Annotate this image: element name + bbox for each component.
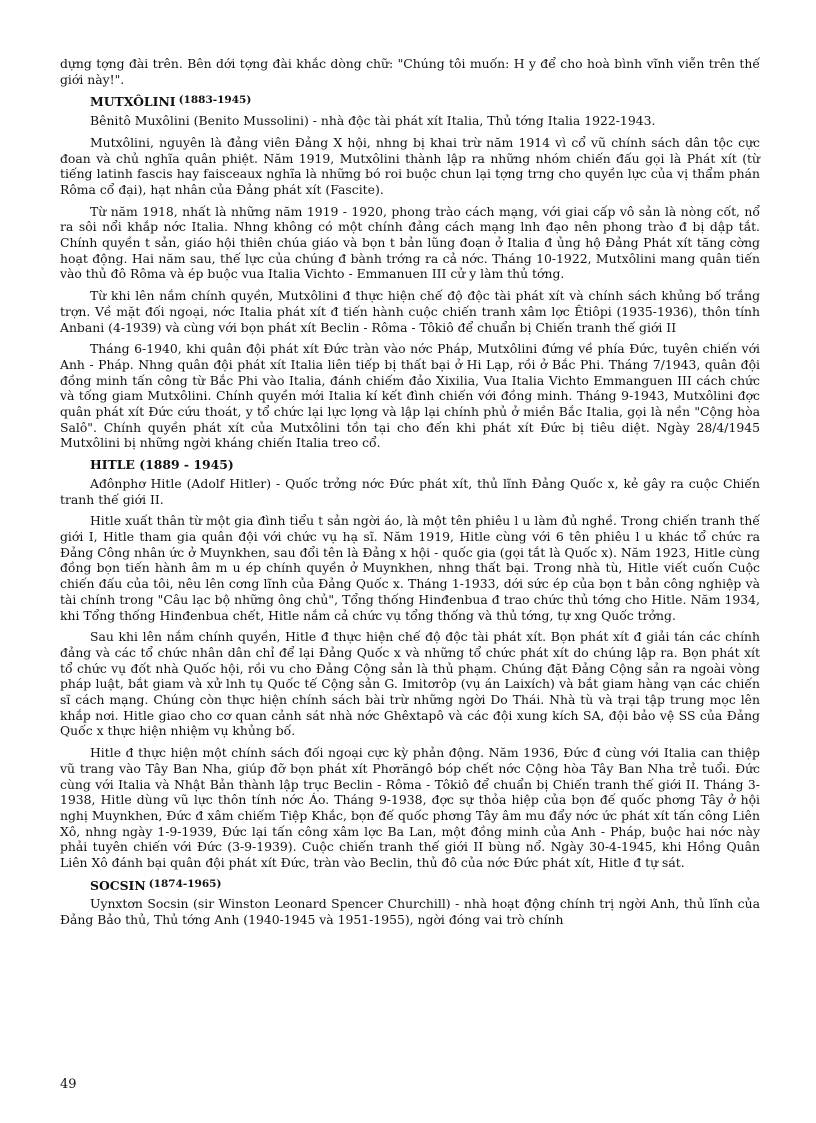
paragraph: Hitle xuất thân từ một gia đình tiểu t sản ngời áo, là một tên phiêu l u làm đủ nghề. Trong chiến tranh thế giới I, Hitle tham gia quân đội với chức vụ hạ sĩ. Năm 1919, Hitle cùng với 6 tên phiêu l u khác tổ chức ra Đảng Công nhân ức ở Muynkhen, sau đổi tên là Đảng x hội - quốc gia (gọi tắt là Quốc x). Năm 1923, Hitle cùng đồng bọn tiến hành âm m u ép chính quyền ở Muynkhen, nhng thất bại. Trong nhà tù, Hitle viết cuốn Cuộc chiến đấu của tôi, nêu lên cơng lĩnh của Đảng Quốc x. Tháng 1-1933, dới sức ép của bọn t bản công nghiệp và tài chính trong "Câu lạc bộ những ông chủ", Tổng thống Hinđenbua đ trao chức thủ tớng cho Hitle. Năm 1934, khi Tổng thống Hinđenbua chết, Hitle nắm cả chức vụ tổng thống và thủ tớng, tự xng Quốc trởng. <box>60 513 760 623</box>
paragraph: Hitle đ thực hiện một chính sách đối ngoại cực kỳ phản động. Năm 1936, Đức đ cùng với Italia can thiệp vũ trang vào Tây Ban Nha, giúp đỡ bọn phát xít Phơrăngô bóp chết nớc Cộng hòa Tây Ban Nha trẻ tuổi. Đức cùng với Italia và Nhật Bản thành lập trục Beclin - Rôma - Tôkiô để chuẩn bị Chiến tranh thế giới II. Tháng 3-1938, Hitle dùng vũ lực thôn tính nớc Áo. Tháng 9-1938, đợc sự thỏa hiệp của bọn đế quốc phơng Tây ở hội nghị Muynkhen, Đức đ xâm chiếm Tiệp Khắc, bọn đế quốc phơng Tây âm mu đẩy nớc ức phát xít tấn công Liên Xô, nhng ngày 1-9-1939, Đức lại tấn công xâm lợc Ba Lan, một đồng minh của Anh - Pháp, buộc hai nớc này phải tuyên chiến với Đức (3-9-1939). Cuộc chiến tranh thế giới II bùng nổ. Ngày 30-4-1945, khi Hồng Quân Liên Xô đánh bại quân đội phát xít Đức, tràn vào Beclin, thủ đô của nớc Đức phát xít, Hitle đ tự sát. <box>60 745 760 871</box>
intro-paragraph: dựng tợng đài trên. Bên dới tợng đài khắc dòng chữ: "Chúng tôi muốn: H y để cho hoà bình vĩnh viễn trên thế giới này!". <box>60 56 760 87</box>
section-heading-mussolini <box>90 93 760 110</box>
paragraph: Từ năm 1918, nhất là những năm 1919 - 1920, phong trào cách mạng, với giai cấp vô sản là nòng cốt, nổ ra sôi nổi khắp nớc Italia. Nhng không có một chính đảng cách mạng lnh đạo nên phong trào đ bị dập tắt. Chính quyền t sản, giáo hội thiên chúa giáo và bọn t bản lũng đoạn ở Italia đ ủng hộ Đảng Phát xít tăng cờng hoạt động. Hai năm sau, thế lực của chúng đ bành trớng ra cả nớc. Tháng 10-1922, Mutxôlini mang quân tiến vào thủ đô Rôma và ép buộc vua Italia Vichto - Emmanuen III cử y làm thủ tớng. <box>60 203 760 282</box>
paragraph: Ađônphơ Hitle (Adolf Hitler) - Quốc trởng nớc Đức phát xít, thủ lĩnh Đảng Quốc x, kẻ gây ra cuộc Chiến tranh thế giới II. <box>60 475 760 507</box>
heading-years: (1874-1965) <box>148 877 222 890</box>
heading-title: HITLE <box>90 457 135 473</box>
heading-title: MUTXÔLINI <box>90 94 176 110</box>
heading-years: (1883-1945) <box>178 94 252 107</box>
section-heading-churchill <box>90 877 760 894</box>
paragraph: Uynxtơn Socsin (sir Winston Leonard Spencer Churchill) - nhà hoạt động chính trị ngời Anh, thủ lĩnh của Đảng Bảo thủ, Thủ tớng Anh (1940-1945 và 1951-1955), ngời đóng vai trò chính <box>60 896 760 928</box>
paragraph: Từ khi lên nắm chính quyền, Mutxôlini đ thực hiện chế độ độc tài phát xít và chính sách khủng bố trắng trợn. Về mặt đối ngoại, nớc Italia phát xít đ tiến hành cuộc chiến tranh xâm lợc Êtiôpi (1935-1936), thôn tính Anbani (4-1939) và cùng với bọn phát xít Beclin - Rôma - Tôkiô để chuẩn bị Chiến tranh thế giới II <box>60 288 760 335</box>
paragraph: Sau khi lên nắm chính quyền, Hitle đ thực hiện chế độ độc tài phát xít. Bọn phát xít đ giải tán các chính đảng và các tổ chức nhân dân chỉ để lại Đảng Quốc x và những tổ chức phát xít do chúng lập ra. Bọn phát xít tổ chức vụ đốt nhà Quốc hội, rồi vu cho Đảng Cộng sản là thủ phạm. Chúng đặt Đảng Cộng sản ra ngoài vòng pháp luật, bắt giam và xử lnh tụ Quốc tế Cộng sản G. Imitơrôp (vụ án Laixích) và bắt giam hàng vạn các chiến sĩ cách mạng. Chúng còn thực hiện chính sách bài trừ những ngời Do Thái. Nhà tù và trại tập trung mọc lên khắp nơi. Hitle giao cho cơ quan cảnh sát nhà nớc Ghêxtapô và các đội xung kích SA, đội bảo vệ SS của Đảng Quốc x thực hiện nhiệm vụ khủng bố. <box>60 629 760 739</box>
paragraph: Mutxôlini, nguyên là đảng viên Đảng X hội, nhng bị khai trừ năm 1914 vì cổ vũ chính sách dân tộc cực đoan và chủ nghĩa quân phiệt. Năm 1919, Mutxôlini thành lập ra những nhóm chiến đấu gọi là Phát xít (từ tiếng latinh fascis hay faisceaux nghĩa là những bó roi buộc chun lại tợng trng cho quyền lực của vị thẩm phán Rôma cổ đại), hạt nhân của Đảng phát xít (Fascite). <box>60 134 760 197</box>
heading-title: SOCSIN <box>90 877 146 893</box>
document-page <box>60 56 760 934</box>
section-heading-hitler <box>90 457 760 473</box>
paragraph: Bênitô Muxôlini (Benito Mussolini) - nhà độc tài phát xít Italia, Thủ tớng Italia 1922-1943. <box>90 113 656 129</box>
paragraph: Tháng 6-1940, khi quân đội phát xít Đức tràn vào nớc Pháp, Mutxôlini đứng về phía Đức, tuyên chiến với Anh - Pháp. Nhng quân đội phát xít Italia liên tiếp bị thất bại ở Hi Lạp, rồi ở Bắc Phi. Tháng 7/1943, quân đội đồng minh tấn công từ Bắc Phi vào Italia, đánh chiếm đảo Xixilia, Vua Italia Vichto Emmanguen III cách chức và tống giam Mutxôlini. Chính quyền mới Italia kí kết đình chiến với đồng minh. Tháng 9-1943, Mutxôlini đợc quân phát xít Đức cứu thoát, y tổ chức lại lực lợng và lập lại chính phủ ở miền Bắc Italia, gọi là nền "Cộng hòa Salô". Chính quyền phát xít của Mutxôlini tồn tại cho đến khi phát xít Đức bị tiêu diệt. Ngày 28/4/1945 Mutxôlini bị những ngời kháng chiến Italia treo cổ. <box>60 341 760 451</box>
page-number: 49 <box>60 1077 77 1092</box>
heading-years: (1889 - 1945) <box>139 457 234 473</box>
